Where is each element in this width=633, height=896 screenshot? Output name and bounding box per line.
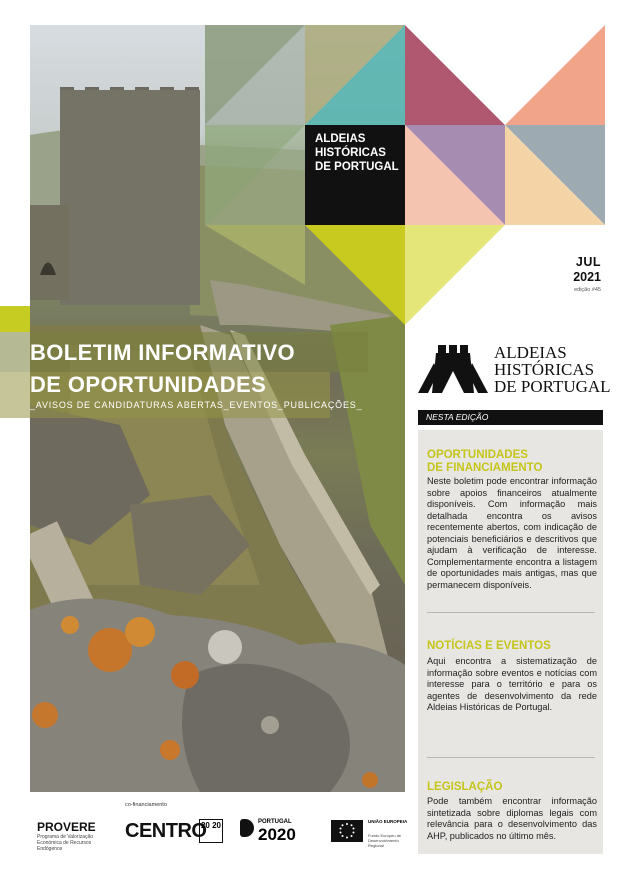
logo-wordmark (494, 344, 611, 395)
geometric-mosaic (205, 25, 605, 325)
edition-number: edição #45 (574, 287, 601, 293)
section-title-line: DE FINANCIAMENTO (427, 462, 543, 474)
eu-label: UNIÃO EUROPEIA (368, 819, 408, 824)
cofinanciamento-label: co-financiamento (125, 802, 167, 808)
brand-box-line3: DE PORTUGAL (315, 161, 399, 173)
eu-fund-label: Fundo Europeu de Desenvolvimento Regional (368, 833, 402, 848)
eu-flag-icon (331, 820, 363, 842)
section-body-financiamento: Neste boletim pode encontrar informação sobre apoios financeiros atualmente disponíveis. Com informação mais detalhada encontra os avisos recentemente abertos, com indicação de potenciais beneficiários e descritivos que ajudam à verificação de interesse. Complementarmente encontra a listagem de oportunidades mais antigas, mas que permanecem disponíveis. (427, 476, 597, 590)
provere-subtitle: Programa de Valorização Económica de Recursos Endógenos (37, 834, 94, 852)
centro-logo: CENTRO (125, 820, 207, 842)
provere-logo: PROVERE (37, 820, 96, 834)
section-title-noticias: NOTÍCIAS E EVENTOS (427, 640, 551, 652)
logo-line1: ALDEIAS (494, 343, 567, 362)
section-divider (427, 757, 595, 758)
castle-logo-icon (418, 345, 488, 393)
nesta-edicao-header: NESTA EDIÇÃO (418, 410, 603, 425)
issue-month: JUL (575, 255, 601, 269)
page-title-line2: DE OPORTUNIDADES (30, 372, 267, 397)
section-title-financiamento (427, 449, 542, 475)
portugal-label: PORTUGAL (258, 819, 292, 825)
section-title-legislacao: LEGISLAÇÃO (427, 781, 503, 793)
page-subtitle: _AVISOS DE CANDIDATURAS ABERTAS_EVENTOS_PUBLICAÇÕES_ (30, 400, 363, 410)
page-title-line1: BOLETIM INFORMATIVO (30, 340, 296, 365)
issue-date (573, 255, 601, 293)
section-body-noticias: Aqui encontra a sistematização de informação sobre eventos e notícias com interesse para o território e para os agentes de desenvolvimento da rede Aldeias Históricas de Portugal. (427, 656, 597, 712)
section-title-line: OPORTUNIDADES (427, 449, 528, 461)
logo-line2: HISTÓRICAS (494, 360, 595, 379)
brand-box-line2: HISTÓRICAS (315, 147, 386, 159)
portugal-year: 2020 (258, 825, 296, 844)
portugal-2020-logo (240, 819, 254, 837)
section-body-legislacao: Pode também encontrar informação sintetizada sobre diplomas legais com relevância para o desenvolvimento das AHP, publicados no último mês. (427, 796, 597, 841)
section-divider (427, 612, 595, 613)
centro-2020-tag: 20 20 (199, 819, 223, 843)
brand-box (305, 125, 405, 225)
brand-box-line1: ALDEIAS (315, 133, 366, 145)
title-accent-bar (0, 306, 30, 332)
logo-line3: DE PORTUGAL (494, 377, 611, 396)
portugal-2020-icon (240, 819, 254, 837)
issue-year: 2021 (573, 270, 601, 284)
